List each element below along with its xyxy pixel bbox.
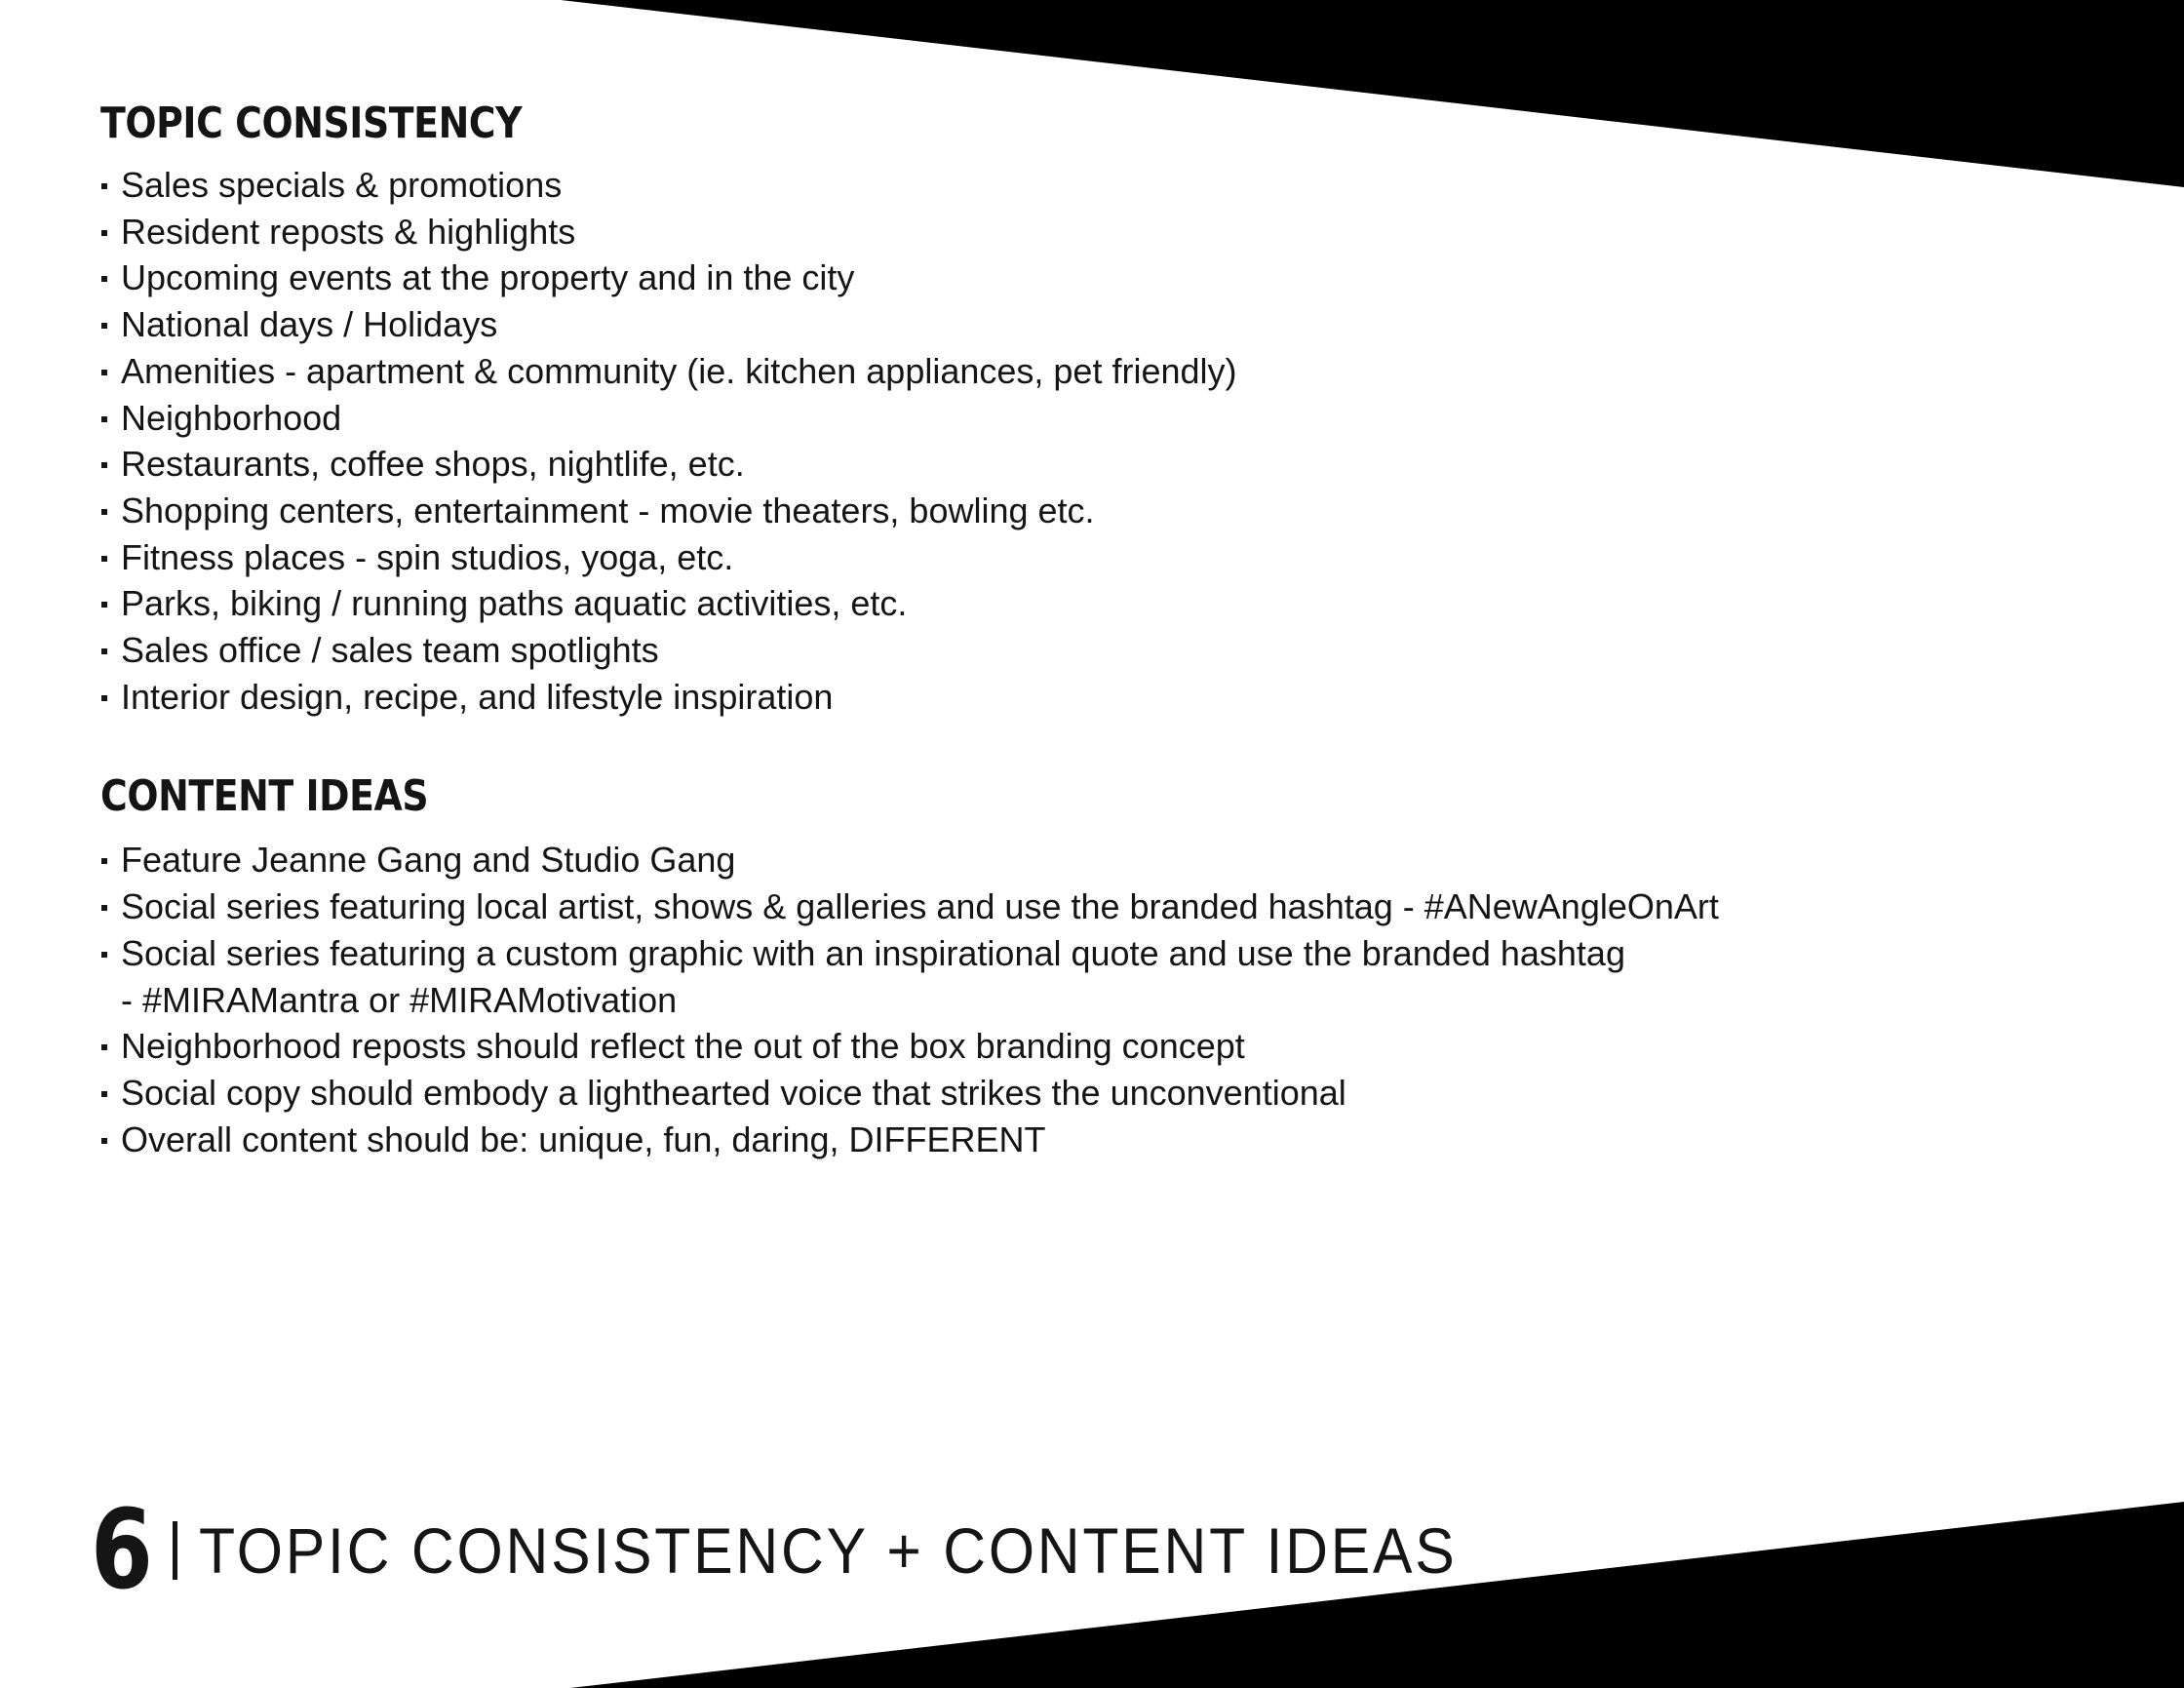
- idea-item: Neighborhood reposts should reflect the out of the box branding concept: [100, 1023, 1758, 1070]
- topic-item: Interior design, recipe, and lifestyle inspiration: [100, 674, 1758, 721]
- topic-consistency-list: [100, 162, 1758, 720]
- content-ideas-heading: CONTENT IDEAS: [100, 771, 429, 822]
- topic-item: Shopping centers, entertainment - movie theaters, bowling etc.: [100, 488, 1758, 534]
- topic-item: Sales specials & promotions: [100, 162, 1758, 209]
- page-content: [100, 96, 1758, 1162]
- page-footer: [91, 1487, 1567, 1614]
- idea-item-text: Social series featuring a custom graphic with an inspirational quote and use the branded hashtag - #MIRAMantra or #MIRAMotivation: [121, 932, 1625, 1020]
- topic-item: Sales office / sales team spotlights: [100, 627, 1758, 674]
- idea-item: Social copy should embody a lighthearted voice that strikes the unconventional: [100, 1070, 1758, 1117]
- idea-item: Feature Jeanne Gang and Studio Gang: [100, 837, 1758, 883]
- footer-title: TOPIC CONSISTENCY + CONTENT IDEAS: [198, 1514, 1458, 1587]
- topic-item: Amenities - apartment & community (ie. kitchen appliances, pet friendly): [100, 348, 1758, 395]
- topic-item: Neighborhood: [100, 395, 1758, 442]
- topic-item: Upcoming events at the property and in the city: [100, 255, 1758, 301]
- footer-divider: [173, 1521, 177, 1580]
- idea-item: [100, 930, 1758, 1023]
- topic-item: National days / Holidays: [100, 301, 1758, 348]
- idea-item: Social series featuring local artist, shows & galleries and use the branded hashtag - #ANewAngleOnArt: [100, 883, 1758, 930]
- topic-item: Parks, biking / running paths aquatic activities, etc.: [100, 580, 1758, 627]
- topic-item: Fitness places - spin studios, yoga, etc.: [100, 534, 1758, 581]
- topic-item: Resident reposts & highlights: [100, 209, 1758, 255]
- content-ideas-list: [100, 837, 1758, 1162]
- topic-consistency-heading: TOPIC CONSISTENCY: [100, 98, 523, 148]
- topic-item: Restaurants, coffee shops, nightlife, etc.: [100, 441, 1758, 488]
- idea-item: Overall content should be: unique, fun, daring, DIFFERENT: [100, 1117, 1758, 1163]
- page-number: 6: [91, 1487, 153, 1614]
